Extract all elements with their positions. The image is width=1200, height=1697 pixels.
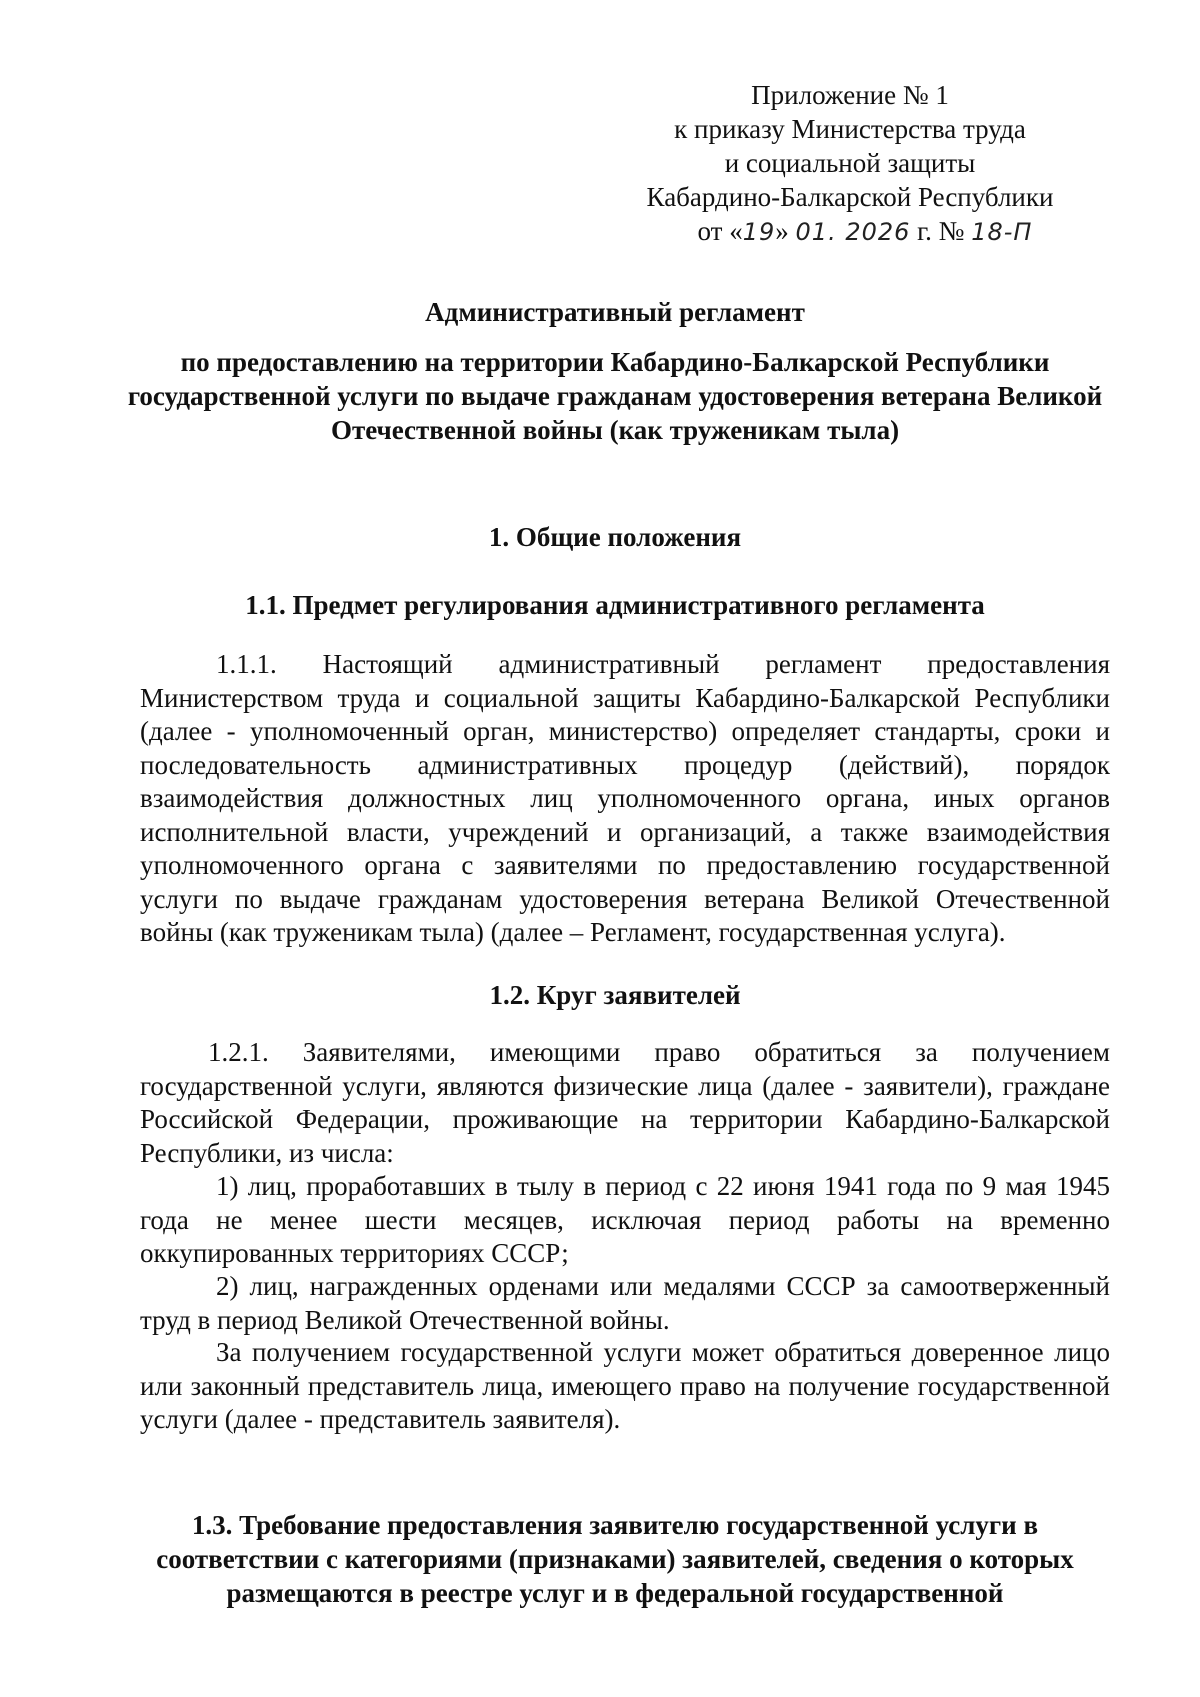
annex-line-1: Приложение № 1 — [751, 80, 949, 110]
date-suffix: г. № — [910, 216, 972, 246]
date-day-handwritten: 19 — [742, 218, 776, 246]
paragraph-1-2-1: 1.2.1. Заявителями, имеющими право обратиться за получением государственной услуги, являются физические лица (далее - заявители), граждане Российской Федерации, проживающие на территории Кабардино-Балкарской Республики, из числа: — [140, 1037, 1110, 1168]
annex-date-line — [640, 214, 1060, 249]
section-1-2-heading: 1.2. Круг заявителей — [489, 980, 741, 1010]
date-month-year-handwritten: 01. 2026 — [795, 218, 911, 246]
annex-line-2: к приказу Министерства труда — [674, 114, 1026, 144]
date-mid: » — [775, 216, 796, 246]
section-1-3-heading: 1.3. Требование предоставления заявителю государственной услуги в соответствии с категориями (признаками) заявителей, сведения о которых размещаются в реестре услуг и в федеральной государственной — [156, 1510, 1074, 1608]
paragraph-item-2: 2) лиц, награжденных орденами или медалями СССР за самоотверженный труд в период Великой Отечественной войны. — [140, 1271, 1110, 1335]
paragraph-representative: За получением государственной услуги может обратиться доверенное лицо или законный представитель лица, имеющего право на получение государственной услуги (далее - представитель заявителя). — [140, 1337, 1110, 1434]
section-1-1-heading: 1.1. Предмет регулирования административного регламента — [245, 590, 985, 620]
document-title — [120, 295, 1110, 447]
order-number-handwritten: 18-П — [971, 218, 1033, 246]
annex-line-4: Кабардино-Балкарской Республики — [646, 182, 1054, 212]
paragraph-1-1-1: 1.1.1. Настоящий административный регламент предоставления Министерством труда и социальной защиты Кабардино-Балкарской Республики (далее - уполномоченный орган, министерство) определяет стандарты, сроки и последовательность административных процедур (действий), порядок взаимодействия должностных лиц уполномоченного органа, иных органов исполнительной власти, учреждений и организаций, а также взаимодействия уполномоченного органа с заявителями по предоставлению государственной услуги по выдаче гражданам удостоверения ветерана Великой Отечественной войны (как труженикам тыла) (далее – Регламент, государственная услуга). — [140, 649, 1110, 947]
annex-line-3: и социальной защиты — [724, 148, 976, 178]
paragraph-item-1: 1) лиц, проработавших в тылу в период с 22 июня 1941 года по 9 мая 1945 года не менее шести месяцев, исключая период работы на временно оккупированных территориях СССР; — [140, 1171, 1110, 1268]
title-line-2: по предоставлению на территории Кабардино-Балкарской Республики государственной услуги по выдаче гражданам удостоверения ветерана Великой Отечественной войны (как труженикам тыла) — [127, 347, 1103, 445]
date-prefix: от « — [697, 216, 743, 246]
annex-header — [640, 78, 1060, 249]
title-line-1: Административный регламент — [425, 297, 805, 327]
section-1-heading: 1. Общие положения — [488, 522, 742, 552]
